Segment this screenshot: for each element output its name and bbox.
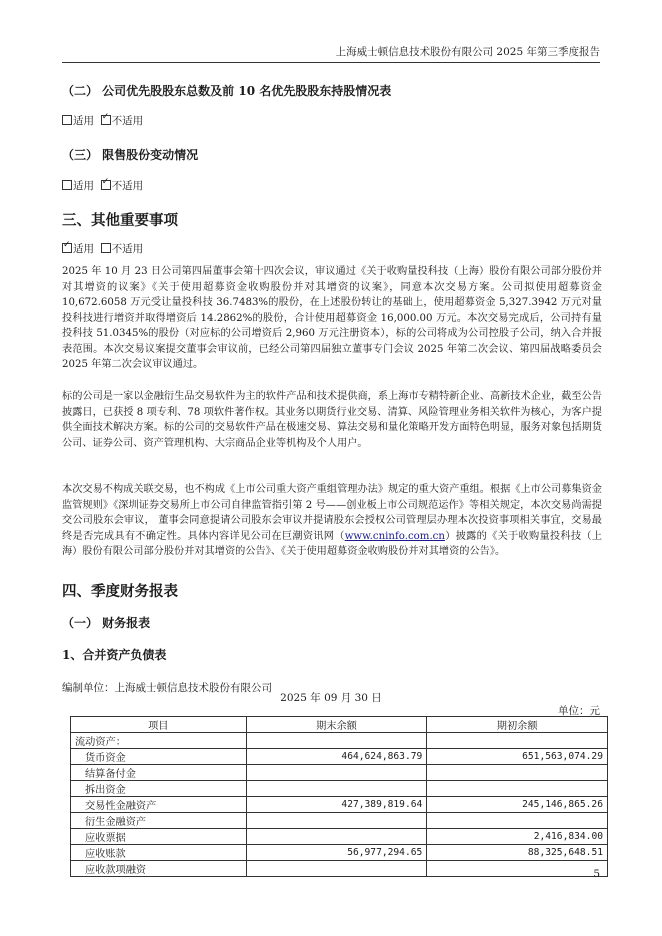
table-row: 交易性金融资产 427,389,819.64 245,146,865.26	[71, 797, 608, 813]
checkbox-applicable[interactable]	[62, 243, 72, 253]
table-row: 流动资产：	[71, 733, 608, 749]
paragraph-related-transaction: 本次交易不构成关联交易，也不构成《上市公司重大资产重组管理办法》规定的重大资产重组。根据《上市公司募集资金监管规则》《深圳证券交易所上市公司自律监管指引第 2 号——创业板上市公司规范运作》等相关规定，本次交易尚需提交公司股东会审议， 董事会同意提请公司股东会审议并提请股东会授权公司管理层办理本次投资事项相关事宜，交易最终是否完成具有不确定性。具体内容详见公司在巨潮资讯网（www.cninfo.com.cn）披露的《关于收购量投科技（上海）股份有限公司部分股份并对其增资的公告》、《关于使用超募资金收购股份并对其增资的公告》。	[62, 484, 603, 557]
applicability-options: 适用 ✓ 不适用	[62, 113, 143, 128]
report-date: 2025 年 09 月 30 日	[280, 692, 382, 704]
applicability-options: ✓适用 不适用	[62, 241, 143, 256]
page-number: 5	[593, 868, 600, 880]
table-row: 货币资金 464,624,863.79 651,563,074.29	[71, 749, 608, 765]
balance-sheet-table	[70, 716, 608, 877]
col-header-item: 项目	[71, 717, 247, 733]
table-row: 衍生金融资产	[71, 813, 608, 829]
currency-unit: 单位：元	[558, 705, 600, 717]
page-header: 上海威士顿信息技术股份有限公司 2025 年第三季度报告	[62, 44, 600, 63]
col-header-period-end: 期末余额	[246, 717, 427, 733]
table-row: 结算备付金	[71, 765, 608, 781]
checkbox-not-applicable[interactable]	[101, 180, 111, 190]
checkbox-applicable[interactable]	[62, 115, 72, 125]
table-row: 拆出资金	[71, 781, 608, 797]
subsection-heading-balance-sheet: 1、合并资产负债表	[62, 648, 167, 662]
paragraph-acquisition: 2025 年 10 月 23 日公司第四届董事会第十四次会议，审议通过《关于收购量投科技（上海）股份有限公司部分股份并对其增资的议案》《关于使用超募资金收购股份并对其增资的议案》，同意本次交易方案。公司拟使用超募资金 10,672.6058 万元受让量投科技 36.7483%的股份，在上述股份转让的基础上，使用超募资金 5,327.3942 万元对量投科技进行增资并取得增资后 14.2862%的股份，合计使用超募资金 16,000.00 万元。本次交易完成后，公司持有量投科技 51.0345%的股份（对应标的公司增资后 2,960 万元注册资本），标的公司将成为公司控股子公司，纳入合并报表范围。本次交易议案提交董事会审议前，已经公司第四届独立董事专门会议 2025 年第二次会议、第四届战略委员会 2025 年第二次会议审议通过。	[62, 266, 602, 370]
applicability-options: 适用 ✓ 不适用	[62, 178, 143, 193]
table-row: 应收账款 56,977,294.65 88,325,648.51	[71, 845, 608, 861]
section-heading-other-matters: 三、其他重要事项	[62, 212, 178, 229]
section-heading-financial: 四、季度财务报表	[62, 583, 178, 600]
prepared-by: 编制单位：上海威士顿信息技术股份有限公司	[62, 682, 272, 694]
cninfo-link[interactable]: www.cninfo.com.cn	[344, 530, 445, 542]
checkbox-not-applicable[interactable]	[101, 115, 111, 125]
checkbox-not-applicable[interactable]	[101, 243, 111, 253]
section-heading-restricted-shares: （三） 限售股份变动情况	[62, 148, 199, 162]
paragraph-target-company: 标的公司是一家以金融衍生品交易软件为主的软件产品和技术提供商，系上海市专精特新企业、高新技术企业，截至公告披露日，已获授 8 项专利、78 项软件著作权。其业务以期货行业交易、清算、风险管理业务相关软件为核心，为客户提供全面技术解决方案。标的公司的交易软件产品在极速交易、算法交易和量化策略开发方面特色明显，服务对象包括期货公司、证券公司、资产管理机构、大宗商品企业等机构及个人用户。	[62, 391, 602, 449]
table-row: 应收款项融资	[71, 861, 608, 877]
col-header-period-begin: 期初余额	[427, 717, 608, 733]
table-header-row	[71, 717, 608, 733]
table-row: 应收票据 2,416,834.00	[71, 829, 608, 845]
checkbox-applicable[interactable]	[62, 180, 72, 190]
section-heading-preferred-shareholders: （二） 公司优先股股东总数及前 10 名优先股股东持股情况表	[62, 84, 392, 98]
subsection-heading-statements: （一） 财务报表	[62, 616, 151, 630]
